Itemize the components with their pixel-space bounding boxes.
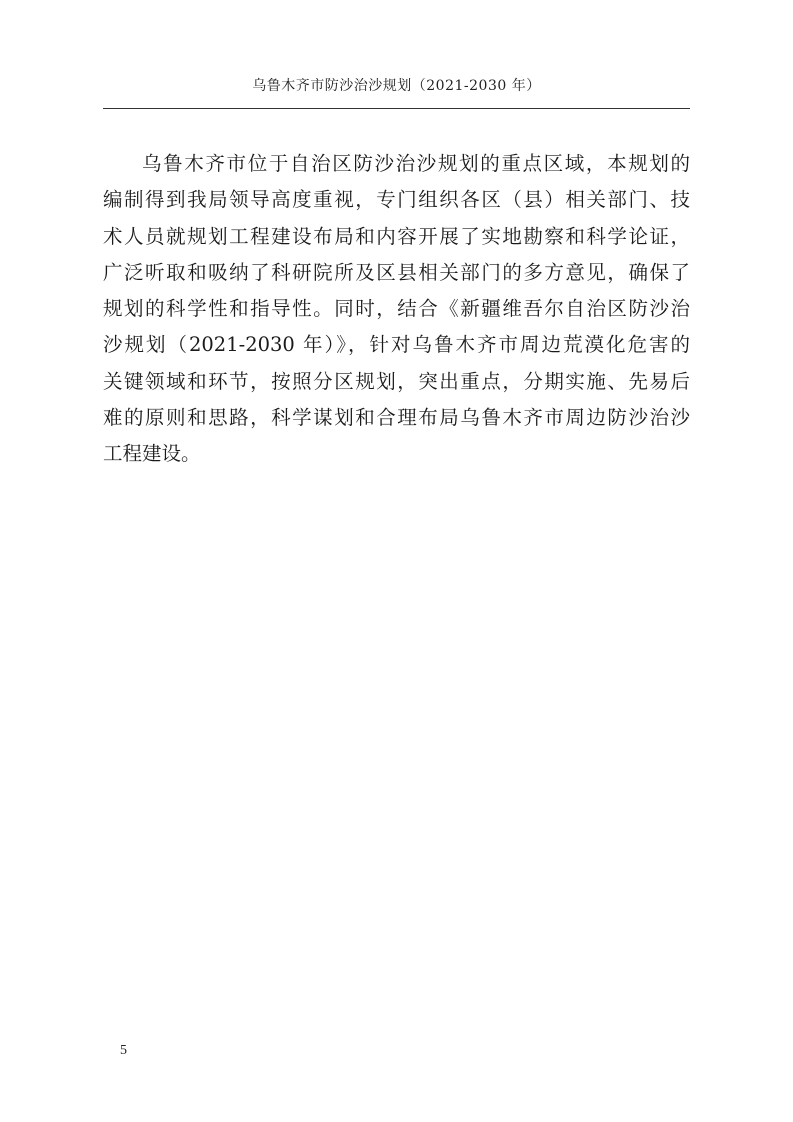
header-divider bbox=[103, 108, 690, 109]
running-header: 乌鲁木齐市防沙治沙规划（2021-2030 年） bbox=[252, 78, 541, 94]
paragraph-line: 广泛听取和吸纳了科研院所及区县相关部门的多方意见，确保了 bbox=[103, 260, 690, 284]
paragraph-line: 难的原则和思路，科学谋划和合理布局乌鲁木齐市周边防沙治沙 bbox=[103, 406, 690, 430]
paragraph-line: 沙规划（2021-2030 年）》，针对乌鲁木齐市周边荒漠化危害的 bbox=[103, 333, 690, 357]
paragraph-line: 关键领域和环节，按照分区规划，突出重点，分期实施、先易后 bbox=[103, 369, 690, 393]
paragraph-line: 规划的科学性和指导性。同时，结合《新疆维吾尔自治区防沙治 bbox=[103, 297, 690, 321]
paragraph-line: 工程建设。 bbox=[103, 442, 201, 466]
paragraph-line: 术人员就规划工程建设布局和内容开展了实地勘察和科学论证， bbox=[103, 224, 690, 248]
page-number: 5 bbox=[120, 1043, 127, 1058]
paragraph-line: 编制得到我局领导高度重视，专门组织各区（县）相关部门、技 bbox=[103, 188, 690, 212]
body-paragraph bbox=[103, 146, 690, 473]
paragraph-line: 乌鲁木齐市位于自治区防沙治沙规划的重点区域，本规划的 bbox=[142, 152, 690, 175]
